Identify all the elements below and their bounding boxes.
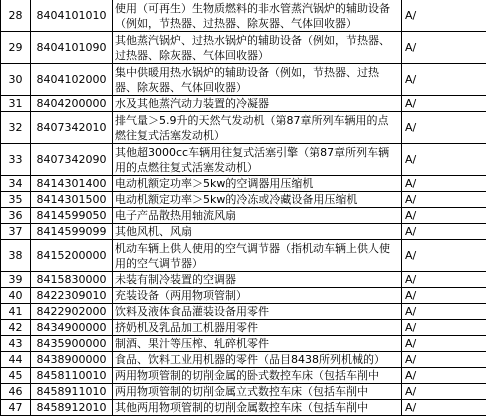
- table-row: [1, 224, 486, 240]
- row-number: 38: [1, 240, 31, 272]
- description-cell: 充装设备（两用物项管制）: [113, 288, 402, 304]
- row-number: 46: [1, 384, 31, 400]
- hs-code-cell: 8404101090: [31, 32, 113, 64]
- hs-code-cell: 8415200000: [31, 240, 113, 272]
- hs-code-cell: 8415830000: [31, 272, 113, 288]
- row-number: 44: [1, 352, 31, 368]
- row-number: 30: [1, 64, 31, 96]
- description-cell: 其他两用物项管制的切削金属数控车床（包括车削中: [113, 400, 402, 416]
- hs-code-cell: 8414301400: [31, 176, 113, 192]
- hs-code-cell: 8404200000: [31, 96, 113, 112]
- description-cell: 使用（可再生）生物质燃料的非水管蒸汽锅炉的辅助设备（例如，节热器、过热器、除灰器、气体回收器）: [113, 0, 402, 32]
- row-number: 39: [1, 272, 31, 288]
- category-cell: A/: [402, 224, 486, 240]
- description-cell: 其他超3000cc车辆用往复式活塞引擎（第87章所列车辆用的点燃往复式活塞发动机）: [113, 144, 402, 176]
- category-cell: A/: [402, 368, 486, 384]
- row-number: 43: [1, 336, 31, 352]
- table-row: [1, 368, 486, 384]
- category-cell: A/: [402, 240, 486, 272]
- description-cell: 排气量＞5.9升的天然气发动机（第87章所列车辆用的点燃往复式活塞发动机）: [113, 112, 402, 144]
- description-cell: 集中供暖用热水锅炉的辅助设备（例如，节热器、过热器、除灰器、气体回收器）: [113, 64, 402, 96]
- description-cell: 饮料及液体食品灌装设备用零件: [113, 304, 402, 320]
- table-row: [1, 304, 486, 320]
- hs-code-cell: 8458911010: [31, 384, 113, 400]
- description-cell: 两用物项管制的切削金属的卧式数控车床（包括车削中: [113, 368, 402, 384]
- row-number: 41: [1, 304, 31, 320]
- description-cell: 两用物项管制的切削金属立式数控车床（包括车削中: [113, 384, 402, 400]
- category-cell: A/: [402, 304, 486, 320]
- table-row: [1, 112, 486, 144]
- table-row: [1, 208, 486, 224]
- table-row: [1, 0, 486, 32]
- table-row: [1, 32, 486, 64]
- row-number: 40: [1, 288, 31, 304]
- hs-code-cell: 8435900000: [31, 336, 113, 352]
- row-number: 31: [1, 96, 31, 112]
- description-cell: 水及其他蒸汽动力装置的冷凝器: [113, 96, 402, 112]
- table-row: [1, 272, 486, 288]
- description-cell: 未装有制冷装置的空调器: [113, 272, 402, 288]
- table-row: [1, 64, 486, 96]
- category-cell: A/: [402, 352, 486, 368]
- category-cell: A/: [402, 192, 486, 208]
- hs-code-cell: 8438900000: [31, 352, 113, 368]
- table-row: [1, 96, 486, 112]
- hs-code-cell: 8414599099: [31, 224, 113, 240]
- hs-code-cell: 8434900000: [31, 320, 113, 336]
- category-cell: A/: [402, 336, 486, 352]
- category-cell: A/: [402, 176, 486, 192]
- row-number: 29: [1, 32, 31, 64]
- category-cell: A/: [402, 208, 486, 224]
- row-number: 36: [1, 208, 31, 224]
- row-number: 32: [1, 112, 31, 144]
- table-row: [1, 144, 486, 176]
- description-cell: 机动车辆上供人使用的空气调节器（指机动车辆上供人使用的空气调节器）: [113, 240, 402, 272]
- description-cell: 食品、饮料工业用机器的零件（品目8438所列机械的）: [113, 352, 402, 368]
- description-cell: 电动机额定功率＞5kw的冷冻或冷藏设备用压缩机: [113, 192, 402, 208]
- hs-code-cell: 8414599050: [31, 208, 113, 224]
- description-cell: 电动机额定功率＞5kw的空调器用压缩机: [113, 176, 402, 192]
- category-cell: A/: [402, 32, 486, 64]
- row-number: 28: [1, 0, 31, 32]
- table-body: [1, 0, 486, 416]
- category-cell: A/: [402, 400, 486, 416]
- category-cell: A/: [402, 96, 486, 112]
- table-row: [1, 288, 486, 304]
- row-number: 35: [1, 192, 31, 208]
- table-row: [1, 176, 486, 192]
- description-cell: 制酒、果汁等压榨、轧碎机零件: [113, 336, 402, 352]
- description-cell: 挤奶机及乳品加工机器用零件: [113, 320, 402, 336]
- table-row: [1, 400, 486, 416]
- table-row: [1, 352, 486, 368]
- row-number: 33: [1, 144, 31, 176]
- row-number: 34: [1, 176, 31, 192]
- category-cell: A/: [402, 112, 486, 144]
- row-number: 47: [1, 400, 31, 416]
- hs-code-cell: 8458912010: [31, 400, 113, 416]
- category-cell: A/: [402, 0, 486, 32]
- category-cell: A/: [402, 320, 486, 336]
- hs-code-cell: 8458110010: [31, 368, 113, 384]
- category-cell: A/: [402, 272, 486, 288]
- category-cell: A/: [402, 288, 486, 304]
- hs-code-cell: 8407342010: [31, 112, 113, 144]
- description-cell: 其他风机、风扇: [113, 224, 402, 240]
- hs-code-cell: 8422902000: [31, 304, 113, 320]
- hs-code-cell: 8414301500: [31, 192, 113, 208]
- table-row: [1, 320, 486, 336]
- table-row: [1, 384, 486, 400]
- hs-code-cell: 8422309010: [31, 288, 113, 304]
- hs-code-cell: 8407342090: [31, 144, 113, 176]
- row-number: 42: [1, 320, 31, 336]
- row-number: 45: [1, 368, 31, 384]
- hs-code-cell: 8404102000: [31, 64, 113, 96]
- table-row: [1, 240, 486, 272]
- hs-code-cell: 8404101010: [31, 0, 113, 32]
- table-row: [1, 192, 486, 208]
- description-cell: 其他蒸汽锅炉、过热水锅炉的辅助设备（例如，节热器、过热器、除灰器、气体回收器）: [113, 32, 402, 64]
- description-cell: 电子产品散热用轴流风扇: [113, 208, 402, 224]
- category-cell: A/: [402, 64, 486, 96]
- table-row: [1, 336, 486, 352]
- row-number: 37: [1, 224, 31, 240]
- category-cell: A/: [402, 144, 486, 176]
- category-cell: A/: [402, 384, 486, 400]
